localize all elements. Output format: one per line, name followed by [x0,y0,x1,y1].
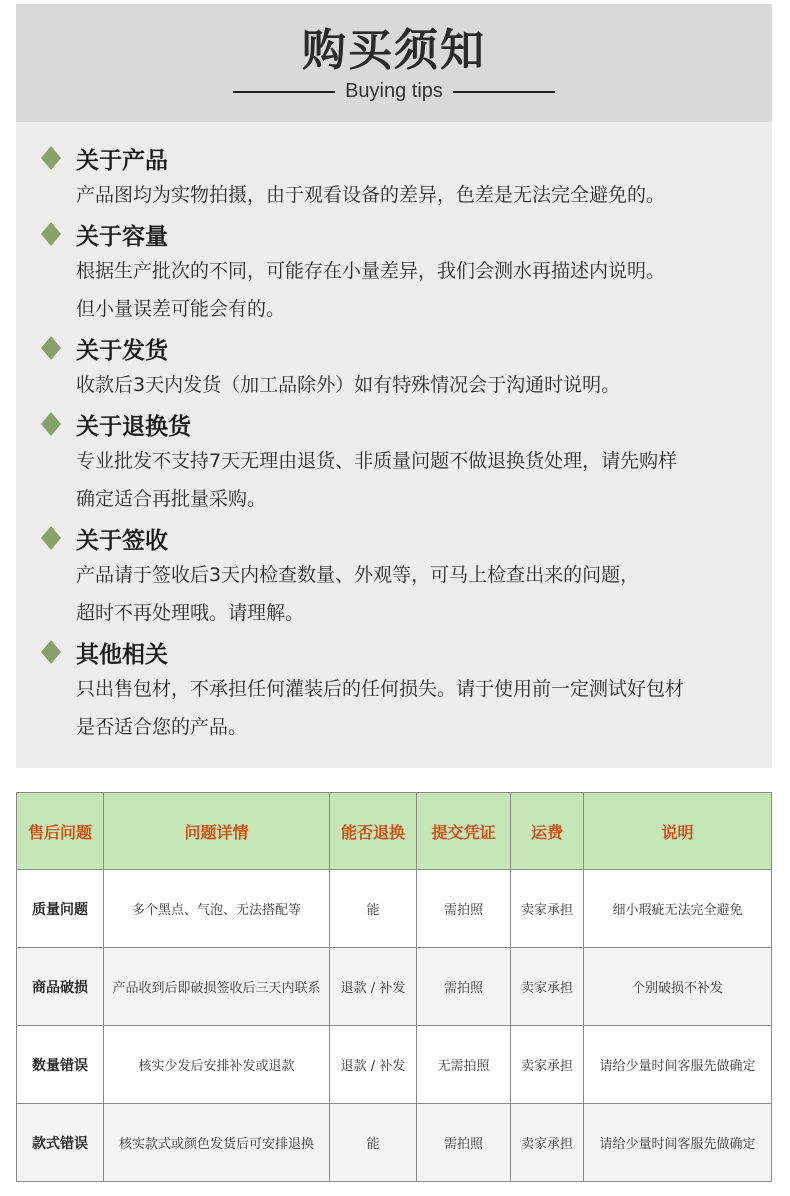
table-cell: 核实款式或颜色发货后可安排退换 [104,1104,330,1182]
table-row [17,1026,772,1104]
section-receipt [16,518,772,624]
table-cell: 能 [330,1104,417,1182]
table-cell: 能 [330,870,417,948]
column-header: 能否退换 [330,793,417,870]
table-cell: 请给少量时间客服先做确定 [584,1104,772,1182]
section-title: 关于签收 [76,528,168,554]
header-banner [16,4,772,122]
section-title: 关于退换货 [76,414,191,440]
notice-panel [16,122,772,768]
section-text: 是否适合您的产品。 [76,716,248,738]
column-header: 说明 [584,793,772,870]
table-cell: 产品收到后即破损签收后三天内联系 [104,948,330,1026]
table-cell: 数量错误 [17,1026,104,1104]
table-cell: 多个黑点、气泡、无法搭配等 [104,870,330,948]
section-text: 超时不再处理哦。请理解。 [76,602,305,624]
column-header: 售后问题 [17,793,104,870]
section-title: 关于产品 [76,148,168,174]
table-cell: 退款 / 补发 [330,1026,417,1104]
table-row [17,948,772,1026]
table-cell: 卖家承担 [511,870,584,948]
section-capacity [16,214,772,320]
diamond-bullet-icon [41,640,61,664]
page-subtitle: Buying tips [345,80,443,102]
table-cell: 细小瑕疵无法完全避免 [584,870,772,948]
table-row [17,870,772,948]
table-cell: 请给少量时间客服先做确定 [584,1026,772,1104]
section-text: 根据生产批次的不同，可能存在小量差异，我们会测水再描述内说明。 [76,260,666,282]
table-cell: 卖家承担 [511,1026,584,1104]
section-text: 确定适合再批量采购。 [76,488,267,510]
table-cell: 需拍照 [417,1104,511,1182]
section-other [16,632,772,738]
section-title: 关于容量 [76,224,168,250]
table-cell: 需拍照 [417,870,511,948]
table-cell: 卖家承担 [511,948,584,1026]
page-title: 购买须知 [302,25,486,76]
column-header: 运费 [511,793,584,870]
section-text: 只出售包材，不承担任何灌装后的任何损失。请于使用前一定测试好包材 [76,678,685,700]
column-header: 问题详情 [104,793,330,870]
section-returns [16,404,772,510]
diamond-bullet-icon [41,526,61,550]
column-header: 提交凭证 [417,793,511,870]
section-text: 专业批发不支持7天无理由退货、非质量问题不做退换货处理，请先购样 [76,450,678,472]
table-row [17,1104,772,1182]
after-sales-table [16,792,772,1182]
section-product [16,138,772,206]
table-cell: 退款 / 补发 [330,948,417,1026]
table-cell: 核实少发后安排补发或退款 [104,1026,330,1104]
table-header-row [17,793,772,870]
section-text: 收款后3天内发货（加工品除外）如有特殊情况会于沟通时说明。 [76,374,621,396]
section-shipping [16,328,772,396]
diamond-bullet-icon [41,222,61,246]
divider-right [453,91,555,93]
section-text: 但小量误差可能会有的。 [76,298,286,320]
section-title: 其他相关 [76,642,168,668]
section-text: 产品图均为实物拍摄，由于观看设备的差异，色差是无法完全避免的。 [76,184,666,206]
subtitle-row [16,80,772,103]
table-cell: 商品破损 [17,948,104,1026]
divider-left [233,91,335,93]
table-cell: 款式错误 [17,1104,104,1182]
diamond-bullet-icon [41,412,61,436]
diamond-bullet-icon [41,146,61,170]
section-text: 产品请于签收后3天内检查数量、外观等，可马上检查出来的问题， [76,564,640,586]
table-cell: 个别破损不补发 [584,948,772,1026]
table-cell: 质量问题 [17,870,104,948]
table-cell: 卖家承担 [511,1104,584,1182]
diamond-bullet-icon [41,336,61,360]
table-cell: 需拍照 [417,948,511,1026]
section-title: 关于发货 [76,338,168,364]
table-cell: 无需拍照 [417,1026,511,1104]
